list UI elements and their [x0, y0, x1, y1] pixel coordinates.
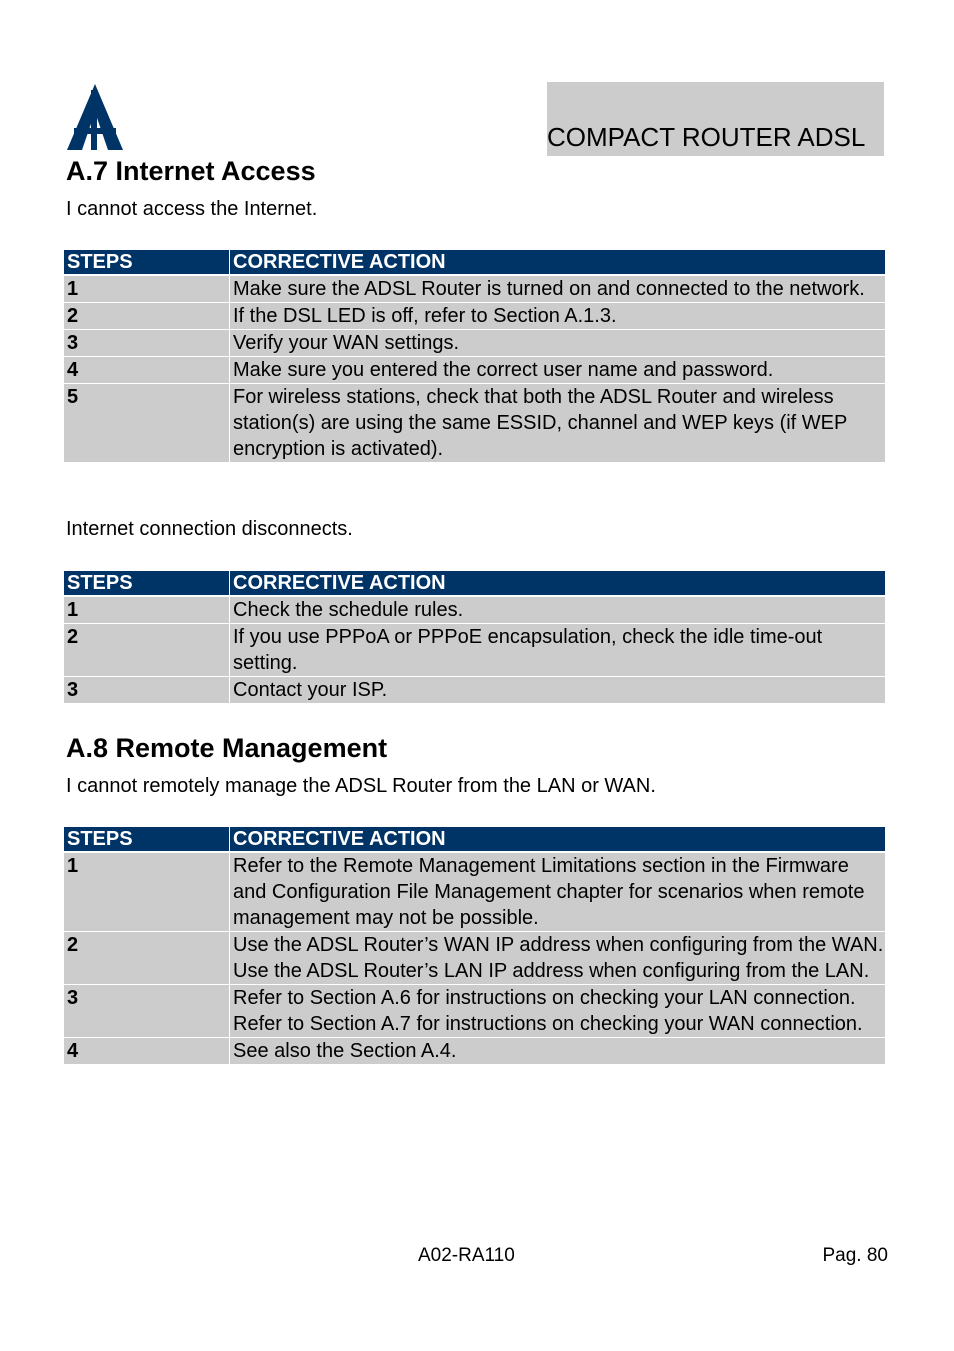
corrective-action: Check the schedule rules. [230, 596, 886, 624]
corrective-action [230, 932, 886, 985]
table-row [64, 932, 886, 985]
corrective-action: Make sure you entered the correct user name and password. [230, 357, 886, 384]
column-header-action: CORRECTIVE ACTION [230, 250, 886, 276]
table-header-row [64, 571, 886, 597]
corrective-action-table [63, 249, 886, 463]
column-header-action: CORRECTIVE ACTION [230, 571, 886, 597]
column-header-steps: STEPS [64, 827, 230, 853]
table-row [64, 1038, 886, 1065]
column-header-steps: STEPS [64, 250, 230, 276]
table-row [64, 357, 886, 384]
column-header-action: CORRECTIVE ACTION [230, 827, 886, 853]
table-row [64, 596, 886, 624]
page-number: Pag. 80 [822, 1245, 888, 1266]
problem-intro: I cannot remotely manage the ADSL Router from the LAN or WAN. [66, 775, 656, 797]
corrective-action: If you use PPPoA or PPPoE encapsulation, check the idle time-out setting. [230, 624, 886, 677]
step-number: 1 [64, 852, 230, 932]
table-header-row [64, 250, 886, 276]
step-number: 3 [64, 985, 230, 1038]
step-number: 4 [64, 1038, 230, 1065]
problem-intro: Internet connection disconnects. [66, 518, 353, 540]
corrective-action: Refer to the Remote Management Limitations section in the Firmware and Configuration File Management chapter for scenarios when remote management may not be possible. [230, 852, 886, 932]
step-number: 1 [64, 275, 230, 303]
problem-intro: I cannot access the Internet. [66, 198, 318, 220]
table-row [64, 852, 886, 932]
table-row [64, 624, 886, 677]
step-number: 2 [64, 932, 230, 985]
document-code: A02-RA110 [418, 1245, 515, 1266]
step-number: 2 [64, 303, 230, 330]
step-number: 3 [64, 677, 230, 704]
corrective-action: See also the Section A.4. [230, 1038, 886, 1065]
corrective-action-table [63, 826, 886, 1065]
corrective-action-table [63, 570, 886, 704]
step-number: 3 [64, 330, 230, 357]
section-heading-internet-access: A.7 Internet Access [66, 156, 316, 186]
step-number: 5 [64, 384, 230, 463]
corrective-action: Make sure the ADSL Router is turned on and connected to the network. [230, 275, 886, 303]
step-number: 4 [64, 357, 230, 384]
table-row [64, 330, 886, 357]
corrective-action [230, 985, 886, 1038]
action-line: Use the ADSL Router’s LAN IP address when configuring from the LAN. [233, 960, 870, 982]
table-row [64, 303, 886, 330]
corrective-action: Verify your WAN settings. [230, 330, 886, 357]
action-line: Refer to Section A.7 for instructions on checking your WAN connection. [233, 1013, 863, 1035]
action-line: Refer to Section A.6 for instructions on checking your LAN connection. [233, 987, 856, 1009]
corrective-action: For wireless stations, check that both the ADSL Router and wireless station(s) are using the same ESSID, channel and WEP keys (if WEP encryption is activated). [230, 384, 886, 463]
corrective-action: If the DSL LED is off, refer to Section A.1.3. [230, 303, 886, 330]
action-line: Use the ADSL Router’s WAN IP address when configuring from the WAN. [233, 934, 884, 956]
table-row [64, 985, 886, 1038]
product-title: COMPACT ROUTER ADSL [547, 122, 866, 152]
atlantis-logo-icon [64, 82, 126, 152]
table-row [64, 677, 886, 704]
step-number: 2 [64, 624, 230, 677]
section-heading-remote-management: A.8 Remote Management [66, 733, 388, 763]
table-row [64, 384, 886, 463]
corrective-action: Contact your ISP. [230, 677, 886, 704]
table-row [64, 275, 886, 303]
column-header-steps: STEPS [64, 571, 230, 597]
step-number: 1 [64, 596, 230, 624]
table-header-row [64, 827, 886, 853]
